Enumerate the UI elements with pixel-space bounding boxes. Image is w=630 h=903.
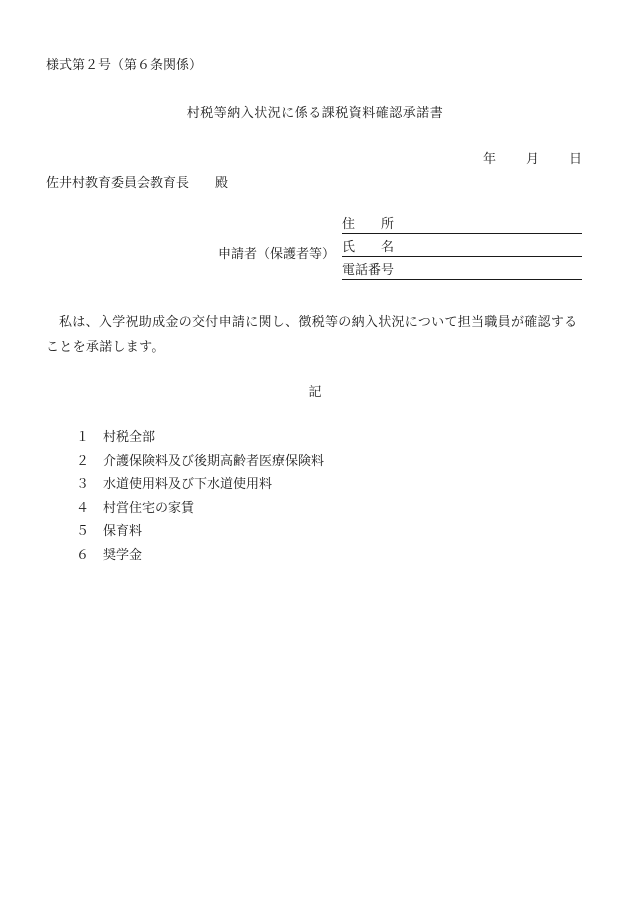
document-title: 村税等納入状況に係る課税資料確認承諾書 [186, 106, 444, 121]
addressee [46, 172, 228, 191]
consent-statement: 私は、入学祝助成金の交付申請に関し、徴税等の納入状況について担当職員が確認することを承諾します。 [46, 315, 578, 355]
list-item [76, 428, 324, 452]
list-item [76, 452, 324, 476]
phone-field[interactable] [342, 261, 582, 280]
address-field[interactable] [342, 215, 582, 234]
item-number: １ [76, 430, 90, 445]
item-text: 介護保険料及び後期高齢者医療保険料 [103, 453, 325, 469]
list-item [76, 475, 324, 499]
item-number: ２ [76, 453, 90, 469]
address-field-label: 住 所 [342, 217, 395, 232]
date-line [483, 148, 582, 167]
applicant-label: 申請者（保護者等） [218, 247, 336, 262]
item-number: ４ [76, 500, 90, 516]
ki-heading: 記 [308, 385, 322, 400]
date-day-label: 日 [568, 152, 582, 167]
item-number: ６ [76, 547, 90, 563]
list-item [76, 499, 324, 523]
phone-field-label: 電話番号 [342, 263, 395, 278]
addressee-honorific: 殿 [215, 176, 229, 191]
name-field[interactable] [342, 238, 582, 257]
item-text: 水道使用料及び下水道使用料 [103, 477, 273, 492]
addressee-name: 佐井村教育委員会教育長 [46, 176, 190, 191]
item-number: ３ [76, 477, 90, 492]
name-field-label: 氏 名 [342, 240, 395, 255]
date-year-label: 年 [482, 152, 496, 167]
list-item [76, 522, 324, 546]
item-number: ５ [76, 524, 90, 539]
item-text: 保育料 [103, 524, 143, 539]
item-text: 村税全部 [103, 430, 156, 445]
item-text: 奨学金 [103, 547, 143, 563]
date-month-label: 月 [525, 152, 539, 167]
form-number: 様式第２号（第６条関係） [46, 58, 203, 73]
item-text: 村営住宅の家賃 [103, 500, 195, 516]
list-item [76, 546, 324, 570]
items-list [76, 428, 324, 569]
